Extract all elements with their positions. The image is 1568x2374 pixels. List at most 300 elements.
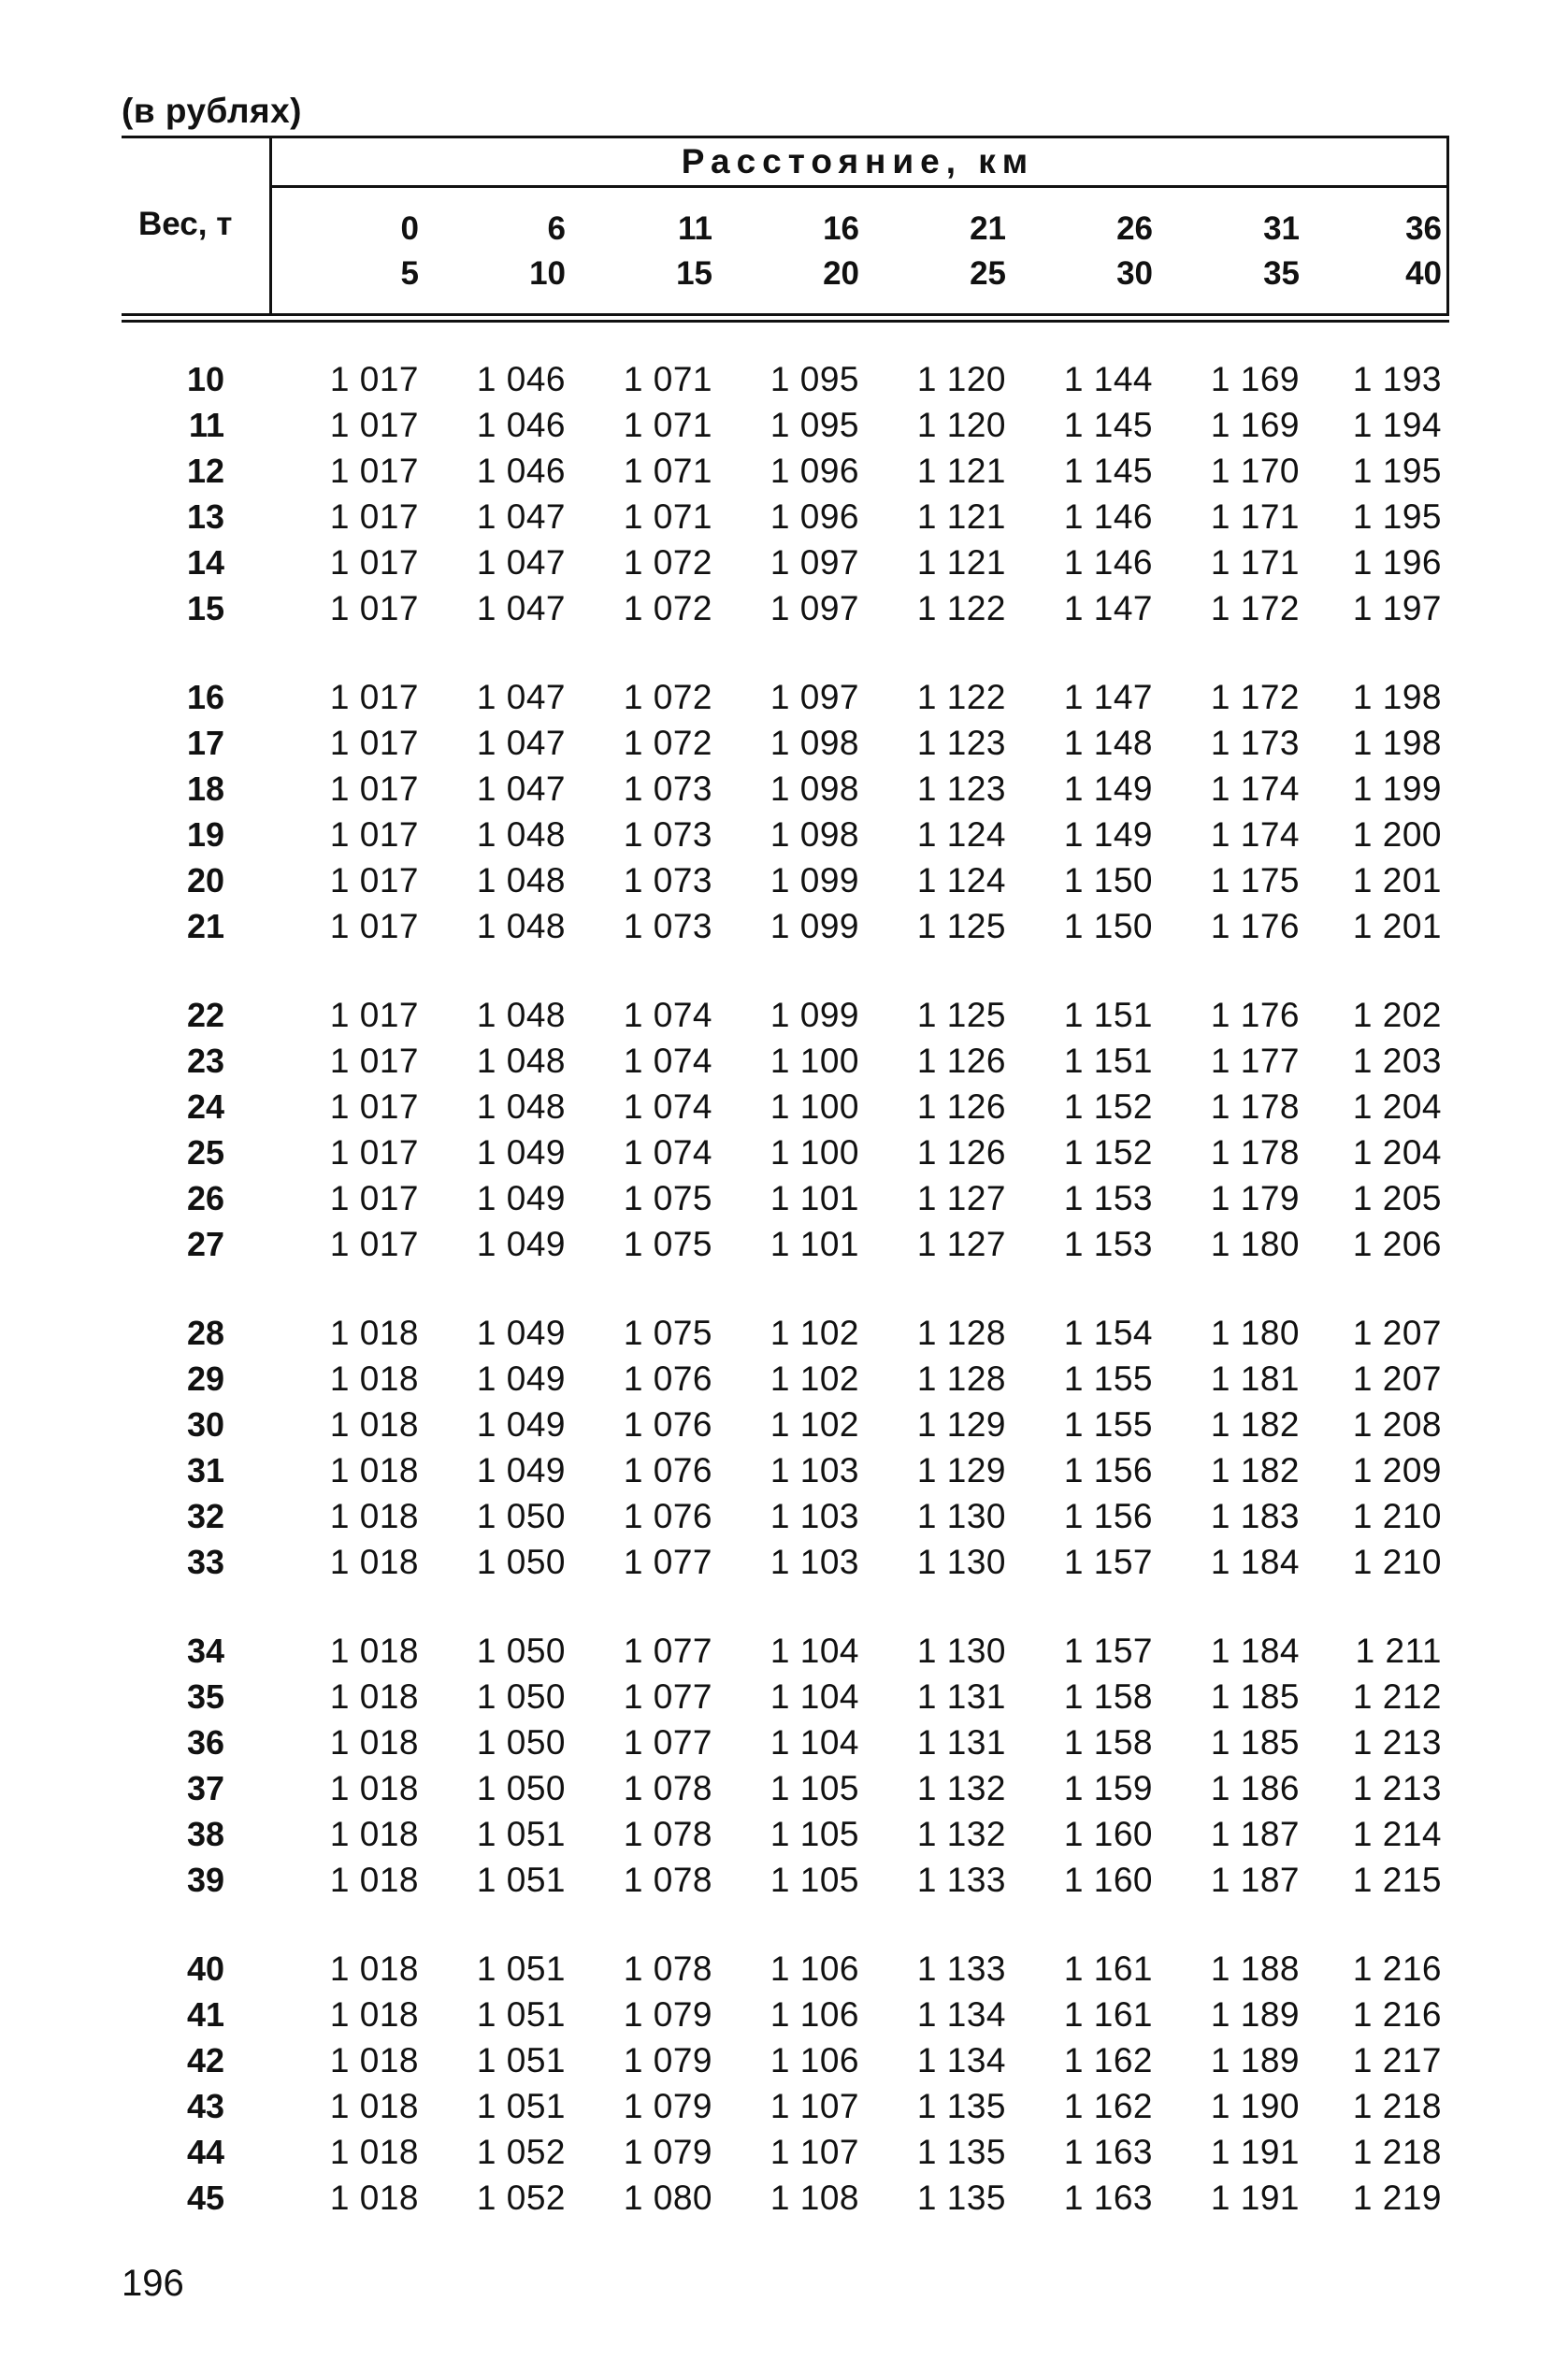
table-row <box>122 1310 1449 1356</box>
table-row <box>122 992 1449 1038</box>
table-row <box>122 540 1449 585</box>
weight-cell: 34 <box>186 1632 224 1670</box>
price-cell: 1 170 <box>1210 452 1300 490</box>
weight-cell: 33 <box>186 1543 224 1581</box>
price-cell: 1 171 <box>1210 497 1300 536</box>
range-to: 40 <box>1405 255 1442 292</box>
table-row <box>122 1811 1449 1857</box>
price-cell: 1 018 <box>329 1543 419 1581</box>
distance-header <box>269 138 1449 316</box>
price-cell: 1 145 <box>1063 406 1153 444</box>
price-cell: 1 174 <box>1210 770 1300 808</box>
price-cell: 1 073 <box>623 861 712 899</box>
price-cell: 1 124 <box>916 861 1006 899</box>
price-cell: 1 101 <box>770 1225 859 1263</box>
price-cell: 1 018 <box>329 2087 419 2125</box>
price-cell: 1 146 <box>1063 497 1153 536</box>
price-cell: 1 017 <box>329 1042 419 1080</box>
price-cell: 1 176 <box>1210 996 1300 1034</box>
price-cell: 1 178 <box>1210 1087 1300 1126</box>
weight-cell: 14 <box>186 543 224 582</box>
weight-cell: 19 <box>186 815 224 854</box>
weight-cell: 45 <box>186 2179 224 2217</box>
table-row <box>122 1356 1449 1402</box>
price-cell: 1 150 <box>1063 861 1153 899</box>
price-cell: 1 050 <box>476 1677 566 1716</box>
price-cell: 1 048 <box>476 1087 566 1126</box>
price-cell: 1 048 <box>476 996 566 1034</box>
price-cell: 1 210 <box>1352 1543 1442 1581</box>
price-cell: 1 123 <box>916 724 1006 762</box>
price-cell: 1 104 <box>770 1632 859 1670</box>
price-cell: 1 154 <box>1063 1314 1153 1352</box>
price-cell: 1 047 <box>476 724 566 762</box>
table-row <box>122 720 1449 766</box>
weight-cell: 12 <box>186 452 224 490</box>
price-cell: 1 157 <box>1063 1632 1153 1670</box>
range-from: 26 <box>1116 210 1153 247</box>
price-cell: 1 120 <box>916 406 1006 444</box>
price-cell: 1 184 <box>1210 1543 1300 1581</box>
price-cell: 1 130 <box>916 1632 1006 1670</box>
price-cell: 1 048 <box>476 815 566 854</box>
price-cell: 1 202 <box>1352 996 1442 1034</box>
weight-group <box>122 674 1449 949</box>
table-row <box>122 2037 1449 2083</box>
price-cell: 1 079 <box>623 2133 712 2171</box>
price-cell: 1 196 <box>1352 543 1442 582</box>
weight-cell: 31 <box>186 1451 224 1489</box>
price-cell: 1 018 <box>329 1723 419 1762</box>
price-cell: 1 194 <box>1352 406 1442 444</box>
price-cell: 1 181 <box>1210 1360 1300 1398</box>
price-cell: 1 163 <box>1063 2179 1153 2217</box>
weight-cell: 42 <box>186 2041 224 2079</box>
header-double-rule <box>122 313 1449 323</box>
table-row <box>122 903 1449 949</box>
price-cell: 1 105 <box>770 1861 859 1899</box>
price-cell: 1 191 <box>1210 2179 1300 2217</box>
price-cell: 1 072 <box>623 543 712 582</box>
weight-cell: 15 <box>186 589 224 627</box>
price-cell: 1 158 <box>1063 1723 1153 1762</box>
price-cell: 1 018 <box>329 1405 419 1444</box>
price-cell: 1 134 <box>916 2041 1006 2079</box>
price-cell: 1 121 <box>916 543 1006 582</box>
price-cell: 1 047 <box>476 770 566 808</box>
price-cell: 1 179 <box>1210 1179 1300 1217</box>
price-cell: 1 188 <box>1210 1950 1300 1988</box>
weight-cell: 18 <box>186 770 224 808</box>
price-cell: 1 131 <box>916 1723 1006 1762</box>
price-cell: 1 078 <box>623 1769 712 1807</box>
weight-cell: 43 <box>186 2087 224 2125</box>
price-cell: 1 098 <box>770 770 859 808</box>
weight-cell: 41 <box>186 1995 224 2034</box>
price-cell: 1 218 <box>1352 2087 1442 2125</box>
price-cell: 1 161 <box>1063 1995 1153 2034</box>
price-cell: 1 212 <box>1352 1677 1442 1716</box>
price-cell: 1 129 <box>916 1405 1006 1444</box>
price-cell: 1 150 <box>1063 907 1153 945</box>
table-row <box>122 1447 1449 1493</box>
price-cell: 1 134 <box>916 1995 1006 2034</box>
range-from: 21 <box>970 210 1006 247</box>
price-cell: 1 169 <box>1210 406 1300 444</box>
price-cell: 1 182 <box>1210 1405 1300 1444</box>
price-cell: 1 152 <box>1063 1133 1153 1172</box>
weight-cell: 16 <box>186 678 224 716</box>
price-cell: 1 018 <box>329 1769 419 1807</box>
weight-cell: 10 <box>186 360 224 398</box>
price-cell: 1 078 <box>623 1950 712 1988</box>
price-cell: 1 195 <box>1352 497 1442 536</box>
price-cell: 1 049 <box>476 1225 566 1263</box>
table-row <box>122 585 1449 631</box>
price-cell: 1 155 <box>1063 1405 1153 1444</box>
weight-cell: 37 <box>186 1769 224 1807</box>
table-row <box>122 1765 1449 1811</box>
price-cell: 1 172 <box>1210 589 1300 627</box>
range-from: 36 <box>1405 210 1442 247</box>
price-cell: 1 079 <box>623 2041 712 2079</box>
price-cell: 1 182 <box>1210 1451 1300 1489</box>
price-cell: 1 185 <box>1210 1723 1300 1762</box>
price-cell: 1 074 <box>623 996 712 1034</box>
price-cell: 1 147 <box>1063 678 1153 716</box>
table-row <box>122 1674 1449 1719</box>
range-to: 30 <box>1116 255 1153 292</box>
weight-cell: 30 <box>186 1405 224 1444</box>
price-cell: 1 071 <box>623 406 712 444</box>
price-cell: 1 121 <box>916 452 1006 490</box>
price-cell: 1 200 <box>1352 815 1442 854</box>
price-cell: 1 163 <box>1063 2133 1153 2171</box>
price-cell: 1 017 <box>329 406 419 444</box>
price-cell: 1 077 <box>623 1543 712 1581</box>
range-header <box>710 207 859 296</box>
price-cell: 1 018 <box>329 1677 419 1716</box>
price-cell: 1 078 <box>623 1815 712 1853</box>
table-row <box>122 1539 1449 1585</box>
price-cell: 1 156 <box>1063 1451 1153 1489</box>
price-cell: 1 174 <box>1210 815 1300 854</box>
price-cell: 1 160 <box>1063 1815 1153 1853</box>
price-cell: 1 105 <box>770 1769 859 1807</box>
price-cell: 1 079 <box>623 2087 712 2125</box>
price-cell: 1 049 <box>476 1360 566 1398</box>
price-cell: 1 206 <box>1352 1225 1442 1263</box>
price-cell: 1 144 <box>1063 360 1153 398</box>
price-cell: 1 077 <box>623 1632 712 1670</box>
range-header <box>416 207 566 296</box>
price-cell: 1 046 <box>476 406 566 444</box>
price-cell: 1 146 <box>1063 543 1153 582</box>
price-cell: 1 017 <box>329 724 419 762</box>
price-cell: 1 051 <box>476 1950 566 1988</box>
price-cell: 1 208 <box>1352 1405 1442 1444</box>
price-cell: 1 071 <box>623 452 712 490</box>
table-row <box>122 1628 1449 1674</box>
distance-title: Расстояние, км <box>269 138 1446 188</box>
price-cell: 1 017 <box>329 1087 419 1126</box>
price-cell: 1 189 <box>1210 1995 1300 2034</box>
price-cell: 1 155 <box>1063 1360 1153 1398</box>
price-cell: 1 219 <box>1352 2179 1442 2217</box>
price-cell: 1 215 <box>1352 1861 1442 1899</box>
range-from: 0 <box>400 210 419 247</box>
table-header <box>122 136 1449 316</box>
price-cell: 1 017 <box>329 861 419 899</box>
price-cell: 1 198 <box>1352 724 1442 762</box>
price-cell: 1 190 <box>1210 2087 1300 2125</box>
weight-cell: 17 <box>186 724 224 762</box>
range-from: 16 <box>823 210 859 247</box>
price-cell: 1 177 <box>1210 1042 1300 1080</box>
price-cell: 1 153 <box>1063 1179 1153 1217</box>
price-cell: 1 216 <box>1352 1995 1442 2034</box>
price-cell: 1 121 <box>916 497 1006 536</box>
price-cell: 1 135 <box>916 2179 1006 2217</box>
price-cell: 1 126 <box>916 1087 1006 1126</box>
price-cell: 1 018 <box>329 1497 419 1535</box>
price-cell: 1 048 <box>476 1042 566 1080</box>
table-row <box>122 1175 1449 1221</box>
price-cell: 1 135 <box>916 2087 1006 2125</box>
price-cell: 1 018 <box>329 1950 419 1988</box>
range-from: 11 <box>678 210 712 247</box>
price-cell: 1 189 <box>1210 2041 1300 2079</box>
price-cell: 1 161 <box>1063 1950 1153 1988</box>
price-cell: 1 102 <box>770 1405 859 1444</box>
weight-cell: 23 <box>186 1042 224 1080</box>
weight-cell: 11 <box>188 406 224 444</box>
price-cell: 1 050 <box>476 1769 566 1807</box>
price-cell: 1 051 <box>476 1815 566 1853</box>
price-cell: 1 096 <box>770 452 859 490</box>
weight-cell: 44 <box>186 2133 224 2171</box>
price-cell: 1 107 <box>770 2133 859 2171</box>
weight-cell: 40 <box>186 1950 224 1988</box>
price-cell: 1 217 <box>1352 2041 1442 2079</box>
price-cell: 1 018 <box>329 1360 419 1398</box>
price-cell: 1 130 <box>916 1497 1006 1535</box>
price-cell: 1 018 <box>329 1451 419 1489</box>
weight-column-label: Вес, т <box>138 206 233 242</box>
weight-cell: 21 <box>186 907 224 945</box>
price-cell: 1 018 <box>329 1314 419 1352</box>
price-cell: 1 172 <box>1210 678 1300 716</box>
price-cell: 1 151 <box>1063 1042 1153 1080</box>
table-row <box>122 812 1449 857</box>
price-cell: 1 018 <box>329 1815 419 1853</box>
price-cell: 1 204 <box>1352 1087 1442 1126</box>
price-cell: 1 180 <box>1210 1314 1300 1352</box>
price-cell: 1 103 <box>770 1451 859 1489</box>
price-cell: 1 098 <box>770 724 859 762</box>
weight-cell: 24 <box>186 1087 224 1126</box>
price-cell: 1 100 <box>770 1042 859 1080</box>
price-cell: 1 132 <box>916 1815 1006 1853</box>
price-cell: 1 076 <box>623 1405 712 1444</box>
price-cell: 1 213 <box>1352 1769 1442 1807</box>
price-cell: 1 097 <box>770 589 859 627</box>
table-row <box>122 2083 1449 2129</box>
range-to: 35 <box>1263 255 1300 292</box>
price-cell: 1 171 <box>1210 543 1300 582</box>
price-cell: 1 187 <box>1210 1815 1300 1853</box>
price-cell: 1 049 <box>476 1451 566 1489</box>
price-cell: 1 162 <box>1063 2041 1153 2079</box>
table-row <box>122 1946 1449 1992</box>
table-row <box>122 1857 1449 1903</box>
price-cell: 1 149 <box>1063 815 1153 854</box>
price-cell: 1 129 <box>916 1451 1006 1489</box>
weight-cell: 25 <box>186 1133 224 1172</box>
price-cell: 1 106 <box>770 2041 859 2079</box>
table-row <box>122 1129 1449 1175</box>
price-cell: 1 074 <box>623 1042 712 1080</box>
price-cell: 1 047 <box>476 543 566 582</box>
price-cell: 1 107 <box>770 2087 859 2125</box>
price-cell: 1 104 <box>770 1723 859 1762</box>
price-cell: 1 186 <box>1210 1769 1300 1807</box>
price-cell: 1 078 <box>623 1861 712 1899</box>
price-cell: 1 130 <box>916 1543 1006 1581</box>
price-cell: 1 120 <box>916 360 1006 398</box>
table-row <box>122 402 1449 448</box>
price-cell: 1 074 <box>623 1087 712 1126</box>
price-cell: 1 049 <box>476 1133 566 1172</box>
price-cell: 1 213 <box>1352 1723 1442 1762</box>
price-cell: 1 103 <box>770 1543 859 1581</box>
range-from: 31 <box>1263 210 1300 247</box>
price-cell: 1 201 <box>1352 861 1442 899</box>
weight-cell: 36 <box>186 1723 224 1762</box>
price-cell: 1 149 <box>1063 770 1153 808</box>
price-cell: 1 018 <box>329 1632 419 1670</box>
price-cell: 1 072 <box>623 678 712 716</box>
price-cell: 1 180 <box>1210 1225 1300 1263</box>
price-cell: 1 207 <box>1352 1360 1442 1398</box>
price-cell: 1 073 <box>623 815 712 854</box>
weight-cell: 38 <box>186 1815 224 1853</box>
table-row <box>122 1719 1449 1765</box>
price-cell: 1 073 <box>623 907 712 945</box>
price-cell: 1 158 <box>1063 1677 1153 1716</box>
range-to: 10 <box>529 255 566 292</box>
price-cell: 1 047 <box>476 497 566 536</box>
price-cell: 1 047 <box>476 589 566 627</box>
price-cell: 1 103 <box>770 1497 859 1535</box>
price-cell: 1 122 <box>916 678 1006 716</box>
price-cell: 1 099 <box>770 996 859 1034</box>
range-from: 6 <box>547 210 566 247</box>
price-cell: 1 051 <box>476 2087 566 2125</box>
price-cell: 1 071 <box>623 360 712 398</box>
price-cell: 1 049 <box>476 1179 566 1217</box>
table-row <box>122 1221 1449 1267</box>
price-cell: 1 201 <box>1352 907 1442 945</box>
weight-cell: 27 <box>186 1225 224 1263</box>
price-cell: 1 133 <box>916 1861 1006 1899</box>
price-cell: 1 203 <box>1352 1042 1442 1080</box>
price-cell: 1 162 <box>1063 2087 1153 2125</box>
table-row <box>122 674 1449 720</box>
weight-group <box>122 1946 1449 2221</box>
price-cell: 1 124 <box>916 815 1006 854</box>
price-cell: 1 185 <box>1210 1677 1300 1716</box>
price-cell: 1 072 <box>623 724 712 762</box>
price-cell: 1 184 <box>1210 1632 1300 1670</box>
price-cell: 1 178 <box>1210 1133 1300 1172</box>
price-cell: 1 207 <box>1352 1314 1442 1352</box>
price-cell: 1 173 <box>1210 724 1300 762</box>
price-cell: 1 073 <box>623 770 712 808</box>
price-cell: 1 047 <box>476 678 566 716</box>
price-cell: 1 097 <box>770 543 859 582</box>
range-to: 20 <box>823 255 859 292</box>
unit-note: (в рублях) <box>122 92 302 130</box>
price-cell: 1 209 <box>1352 1451 1442 1489</box>
price-cell: 1 051 <box>476 2041 566 2079</box>
price-cell: 1 125 <box>916 907 1006 945</box>
weight-cell: 26 <box>186 1179 224 1217</box>
price-cell: 1 191 <box>1210 2133 1300 2171</box>
price-cell: 1 195 <box>1352 452 1442 490</box>
price-cell: 1 187 <box>1210 1861 1300 1899</box>
price-cell: 1 046 <box>476 360 566 398</box>
weight-cell: 28 <box>186 1314 224 1352</box>
table-row <box>122 2175 1449 2221</box>
price-cell: 1 018 <box>329 2179 419 2217</box>
price-cell: 1 017 <box>329 1225 419 1263</box>
price-cell: 1 131 <box>916 1677 1006 1716</box>
price-cell: 1 048 <box>476 861 566 899</box>
price-cell: 1 132 <box>916 1769 1006 1807</box>
price-cell: 1 050 <box>476 1543 566 1581</box>
price-cell: 1 157 <box>1063 1543 1153 1581</box>
price-cell: 1 106 <box>770 1950 859 1988</box>
price-cell: 1 100 <box>770 1087 859 1126</box>
price-cell: 1 126 <box>916 1042 1006 1080</box>
price-cell: 1 046 <box>476 452 566 490</box>
price-cell: 1 156 <box>1063 1497 1153 1535</box>
price-cell: 1 017 <box>329 452 419 490</box>
price-cell: 1 079 <box>623 1995 712 2034</box>
price-cell: 1 050 <box>476 1497 566 1535</box>
price-cell: 1 204 <box>1352 1133 1442 1172</box>
table-row <box>122 1493 1449 1539</box>
price-cell: 1 159 <box>1063 1769 1153 1807</box>
price-cell: 1 100 <box>770 1133 859 1172</box>
price-cell: 1 050 <box>476 1632 566 1670</box>
price-cell: 1 106 <box>770 1995 859 2034</box>
price-cell: 1 052 <box>476 2133 566 2171</box>
price-cell: 1 135 <box>916 2133 1006 2171</box>
price-cell: 1 095 <box>770 406 859 444</box>
price-cell: 1 017 <box>329 770 419 808</box>
price-cell: 1 017 <box>329 815 419 854</box>
weight-group <box>122 992 1449 1267</box>
price-cell: 1 102 <box>770 1314 859 1352</box>
price-cell: 1 210 <box>1352 1497 1442 1535</box>
price-cell: 1 145 <box>1063 452 1153 490</box>
table-row <box>122 1402 1449 1447</box>
price-cell: 1 175 <box>1210 861 1300 899</box>
price-cell: 1 169 <box>1210 360 1300 398</box>
price-cell: 1 104 <box>770 1677 859 1716</box>
